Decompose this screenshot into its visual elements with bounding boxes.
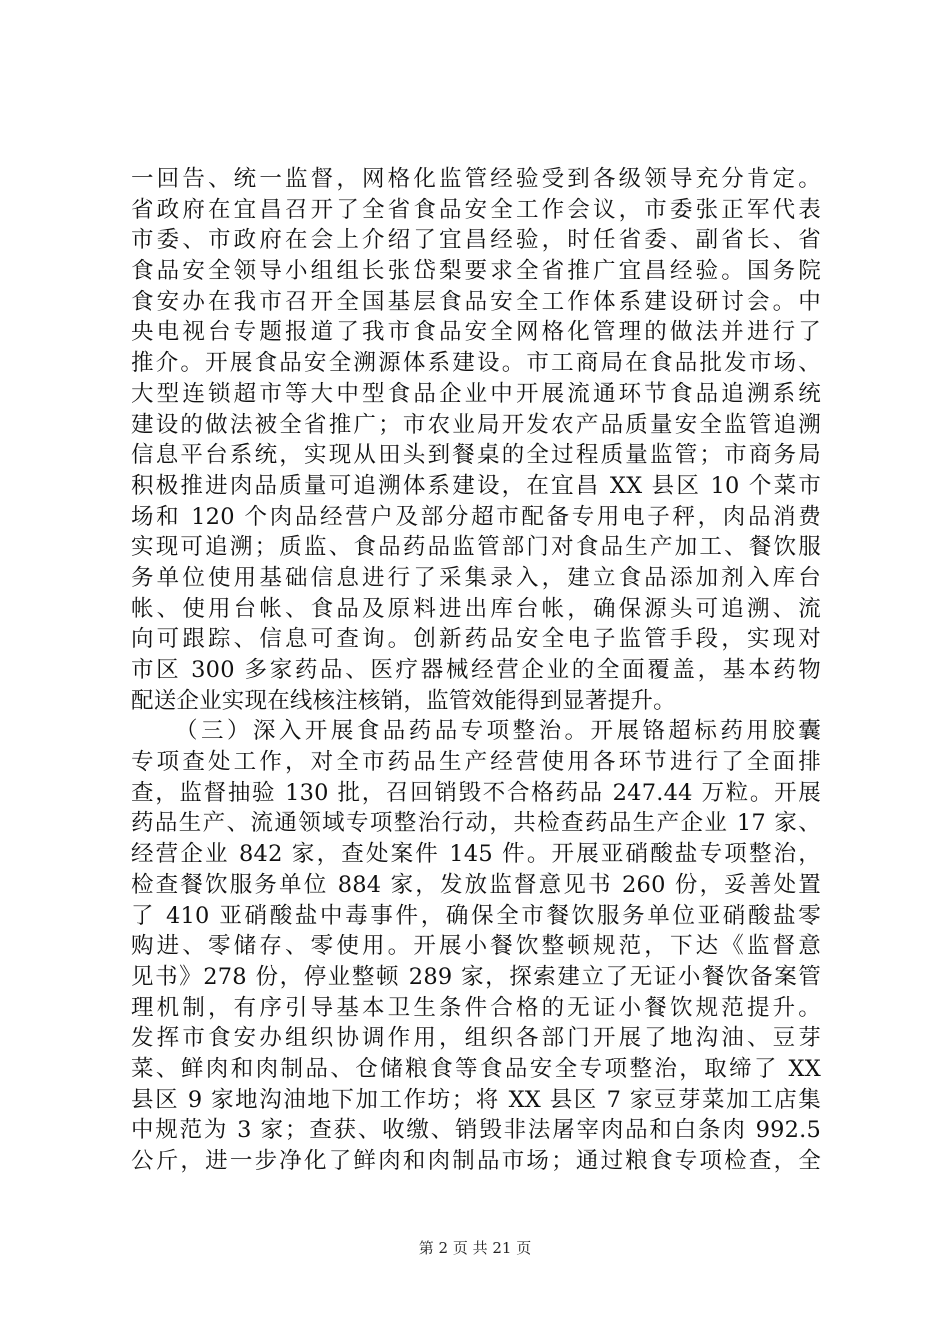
text-line: 实现可追溯；质监、食品药品监管部门对食品生产加工、餐饮服	[131, 534, 821, 561]
text-line: 见书》278 份，停业整顿 289 家，探索建立了无证小餐饮备案管	[131, 963, 821, 990]
text-line: 查，监督抽验 130 批，召回销毁不合格药品 247.44 万粒。开展	[131, 779, 821, 806]
text-line: 场和 120 个肉品经营户及部分超市配备专用电子秤，肉品消费	[131, 503, 821, 530]
text-line: 菜、鲜肉和肉制品、仓储粮食等食品安全专项整治，取缔了 XX	[131, 1055, 821, 1082]
page-number-footer: 第 2 页 共 21 页	[418, 1239, 532, 1257]
text-line: 建设的做法被全省推广；市农业局开发农产品质量安全监管追溯	[131, 411, 821, 438]
text-line: 购进、零储存、零使用。开展小餐饮整顿规范，下达《监督意	[131, 933, 821, 960]
text-line: 食品安全领导小组组长张岱梨要求全省推广宜昌经验。国务院	[131, 258, 821, 285]
text-line: 向可跟踪、信息可查询。创新药品安全电子监管手段，实现对	[131, 626, 821, 653]
text-line: 推介。开展食品安全溯源体系建设。市工商局在食品批发市场、	[131, 350, 821, 377]
text-line: 发挥市食安办组织协调作用，组织各部门开展了地沟油、豆芽	[131, 1025, 821, 1052]
text-line: 务单位使用基础信息进行了采集录入，建立食品添加剂入库台	[131, 564, 821, 591]
text-line: 经营企业 842 家，查处案件 145 件。开展亚硝酸盐专项整治，	[131, 841, 821, 868]
text-line: 食安办在我市召开全国基层食品安全工作体系建设研讨会。中	[131, 288, 821, 315]
text-line: 公斤，进一步净化了鲜肉和肉制品市场；通过粮食专项检查，全	[131, 1148, 821, 1174]
text-line: 市区 300 多家药品、医疗器械经营企业的全面覆盖，基本药物	[131, 657, 821, 683]
text-line: 大型连锁超市等大中型食品企业中开展流通环节食品追溯系统	[131, 380, 821, 407]
text-line: 一回告、统一监督，网格化监管经验受到各级领导充分肯定。	[131, 166, 821, 192]
text-line: 检查餐饮服务单位 884 家，发放监督意见书 260 份，妥善处置	[131, 871, 821, 898]
text-line: 药品生产、流通领域专项整治行动，共检查药品生产企业 17 家、	[131, 810, 821, 837]
text-line: 信息平台系统，实现从田头到餐桌的全过程质量监管；市商务局	[131, 442, 821, 469]
section-heading-line: （三）深入开展食品药品专项整治。开展铬超标药用胶囊	[175, 718, 821, 745]
text-line: 专项查处工作，对全市药品生产经营使用各环节进行了全面排	[131, 749, 821, 776]
text-line: 帐、使用台帐、食品及原料进出库台帐，确保源头可追溯、流	[131, 595, 821, 622]
text-line: 市委、市政府在会上介绍了宜昌经验，时任省委、副省长、省	[131, 227, 821, 254]
text-line: 配送企业实现在线核注核销，监管效能得到显著提升。	[131, 687, 676, 714]
text-line: 央电视台专题报道了我市食品安全网格化管理的做法并进行了	[131, 319, 821, 346]
body-text	[131, 164, 821, 1177]
text-line: 省政府在宜昌召开了全省食品安全工作会议，市委张正军代表	[131, 196, 821, 223]
text-line: 积极推进肉品质量可追溯体系建设，在宜昌 XX 县区 10 个菜市	[131, 472, 821, 499]
text-line: 县区 9 家地沟油地下加工作坊；将 XX 县区 7 家豆芽菜加工店集	[131, 1086, 821, 1113]
text-line: 理机制，有序引导基本卫生条件合格的无证小餐饮规范提升。	[131, 994, 821, 1021]
text-line: 中规范为 3 家；查获、收缴、销毁非法屠宰肉品和白条肉 992.5	[131, 1117, 821, 1144]
text-line: 了 410 亚硝酸盐中毒事件，确保全市餐饮服务单位亚硝酸盐零	[131, 902, 821, 929]
